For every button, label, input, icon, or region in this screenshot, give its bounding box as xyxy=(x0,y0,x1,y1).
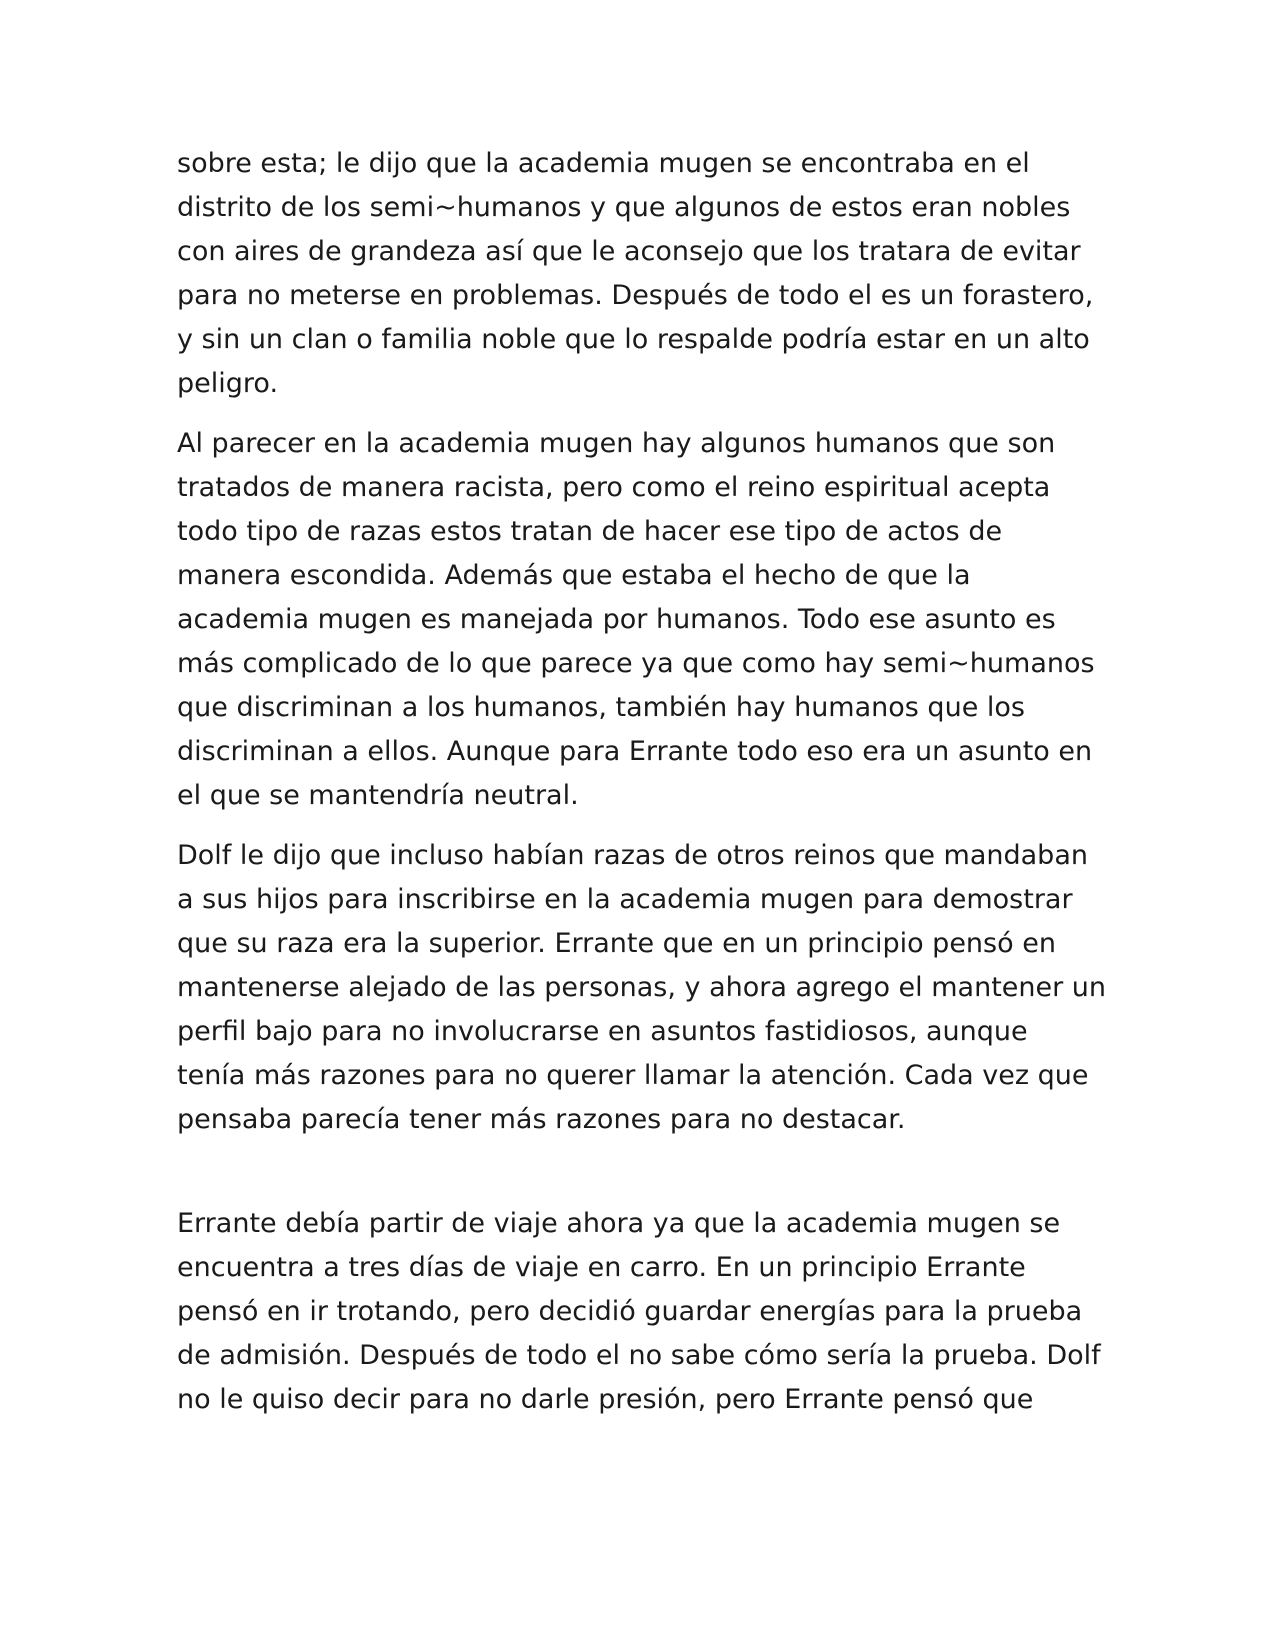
text-line: Errante debía partir de viaje ahora ya que la academia mugen se xyxy=(177,1208,1061,1239)
paragraph-2 xyxy=(177,422,1107,818)
text-line: y sin un clan o familia noble que lo respalde podría estar en un alto xyxy=(177,324,1090,355)
text-line: academia mugen es manejada por humanos. Todo ese asunto es xyxy=(177,604,1056,635)
text-line: Dolf le dijo que incluso habían razas de otros reinos que mandaban xyxy=(177,840,1088,871)
paragraph-1 xyxy=(177,142,1107,406)
text-line: discriminan a ellos. Aunque para Errante todo eso era un asunto en xyxy=(177,736,1093,767)
text-line: con aires de grandeza así que le aconsejo que los tratara de evitar xyxy=(177,236,1081,267)
text-line: de admisión. Después de todo el no sabe cómo sería la prueba. Dolf xyxy=(177,1340,1101,1371)
text-line: más complicado de lo que parece ya que como hay semi~humanos xyxy=(177,648,1095,679)
text-line: pensaba parecía tener más razones para no destacar. xyxy=(177,1104,906,1135)
paragraph-4 xyxy=(177,1202,1107,1422)
text-line: mantenerse alejado de las personas, y ahora agrego el mantener un xyxy=(177,972,1107,1003)
text-line: tratados de manera racista, pero como el reino espiritual acepta xyxy=(177,472,1051,503)
text-line: peligro. xyxy=(177,368,279,399)
text-line: pensó en ir trotando, pero decidió guardar energías para la prueba xyxy=(177,1296,1083,1327)
text-line: que discriminan a los humanos, también hay humanos que los xyxy=(177,692,1025,723)
document-body xyxy=(177,142,1107,1438)
text-line: sobre esta; le dijo que la academia mugen se encontraba en el xyxy=(177,148,1030,179)
text-line: todo tipo de razas estos tratan de hacer ese tipo de actos de xyxy=(177,516,1003,547)
text-line: no le quiso decir para no darle presión, pero Errante pensó que xyxy=(177,1384,1034,1415)
text-line: tenía más razones para no querer llamar la atención. Cada vez que xyxy=(177,1060,1089,1091)
text-line: distrito de los semi~humanos y que algunos de estos eran nobles xyxy=(177,192,1071,223)
text-line: Al parecer en la academia mugen hay algunos humanos que son xyxy=(177,428,1056,459)
text-line: encuentra a tres días de viaje en carro. En un principio Errante xyxy=(177,1252,1026,1283)
text-line: manera escondida. Además que estaba el hecho de que la xyxy=(177,560,971,591)
text-line: perfil bajo para no involucrarse en asuntos fastidiosos, aunque xyxy=(177,1016,1028,1047)
text-line: el que se mantendría neutral. xyxy=(177,780,579,811)
text-line: que su raza era la superior. Errante que en un principio pensó en xyxy=(177,928,1056,959)
paragraph-3 xyxy=(177,834,1107,1142)
text-line: a sus hijos para inscribirse en la academia mugen para demostrar xyxy=(177,884,1073,915)
text-line: para no meterse en problemas. Después de todo el es un forastero, xyxy=(177,280,1094,311)
